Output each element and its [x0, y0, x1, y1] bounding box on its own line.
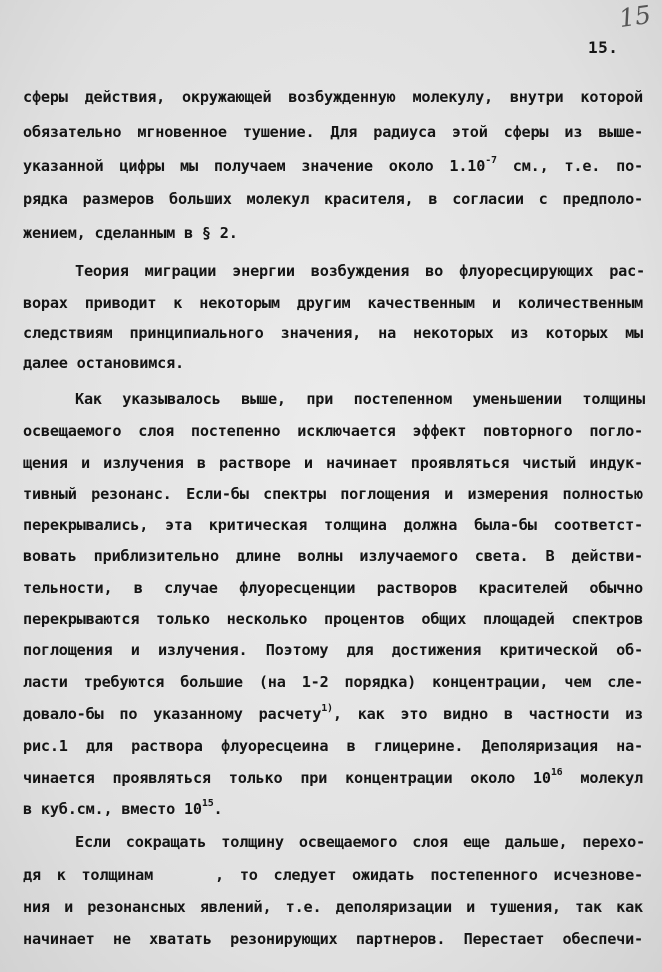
handwritten-page-number: 15: [617, 0, 653, 34]
text-line: щения и излучения в растворе и начинает проявляться чистый индук-: [23, 454, 643, 472]
text-line: [23, 766, 643, 787]
text-segment: в куб.см., вместо 10: [23, 800, 202, 818]
text-segment: довало-бы по указанному расчету: [23, 705, 322, 723]
text-segment: дя к толщинам: [23, 866, 154, 884]
text-line: ния и резонансных явлений, т.е. деполяризации и тушения, так как: [23, 898, 643, 916]
text-line: [23, 797, 643, 818]
superscript: 16: [550, 766, 563, 778]
text-line: [23, 866, 643, 884]
text-segment: .: [213, 800, 223, 818]
text-line: перекрываются только несколько процентов общих площадей спектров: [23, 610, 643, 628]
text-segment: чинается проявляться только при концентрации около 10: [23, 769, 551, 787]
text-segment: , то следует ожидать постепенного исчезнове-: [215, 866, 643, 884]
text-line: обязательно мгновенное тушение. Для радиуса этой сферы из выше-: [23, 123, 643, 141]
text-line: жением, сделанным в § 2.: [23, 224, 238, 242]
text-line: тельности, в случае флуоресценции растворов красителей обычно: [23, 579, 643, 597]
text-line: рядка размеров больших молекул красителя, в согласии с предполо-: [23, 190, 643, 208]
text-line: тивный резонанс. Если-бы спектры поглощения и измерения полностью: [23, 485, 643, 503]
text-line: ласти требуются большие (на 1-2 порядка) концентрации, чем сле-: [23, 673, 643, 691]
text-line: вовать приблизительно длине волны излучаемого света. В действи-: [23, 547, 643, 565]
text-segment: молекул: [562, 769, 643, 787]
text-line: далее остановимся.: [23, 354, 184, 372]
text-line: [23, 702, 643, 723]
superscript: 15: [201, 797, 214, 809]
text-line: поглощения и излучения. Поэтому для достижения критической об-: [23, 641, 643, 659]
page-number: 15.: [588, 38, 619, 57]
text-line: следствиям принципиального значения, на некоторых из которых мы: [23, 324, 643, 342]
text-line: ворах приводит к некоторым другим качественным и количественным: [23, 294, 643, 312]
text-line: Если сокращать толщину освещаемого слоя еще дальше, перехо-: [75, 833, 645, 851]
text-line: Теория миграции энергии возбуждения во флуоресцирующих рас-: [75, 262, 645, 280]
text-segment: , как это видно в частности из: [332, 705, 643, 723]
text-line: [23, 154, 643, 175]
superscript: 1): [321, 702, 333, 714]
text-line: перекрывались, эта критическая толщина должна была-бы соответст-: [23, 516, 643, 534]
text-line: начинает не хватать резонирующих партнеров. Перестает обеспечи-: [23, 930, 643, 948]
superscript: -7: [485, 154, 497, 166]
text-segment: см., т.е. по-: [496, 157, 643, 175]
text-line: сферы действия, окружающей возбужденную молекулу, внутри которой: [23, 88, 643, 106]
text-line: освещаемого слоя постепенно исключается эффект повторного погло-: [23, 422, 643, 440]
text-line: Как указывалось выше, при постепенном уменьшении толщины: [75, 390, 645, 408]
text-segment: указанной цифры мы получаем значение около 1.10: [23, 157, 486, 175]
text-line: рис.1 для раствора флуоресцеина в глицерине. Деполяризация на-: [23, 737, 643, 755]
